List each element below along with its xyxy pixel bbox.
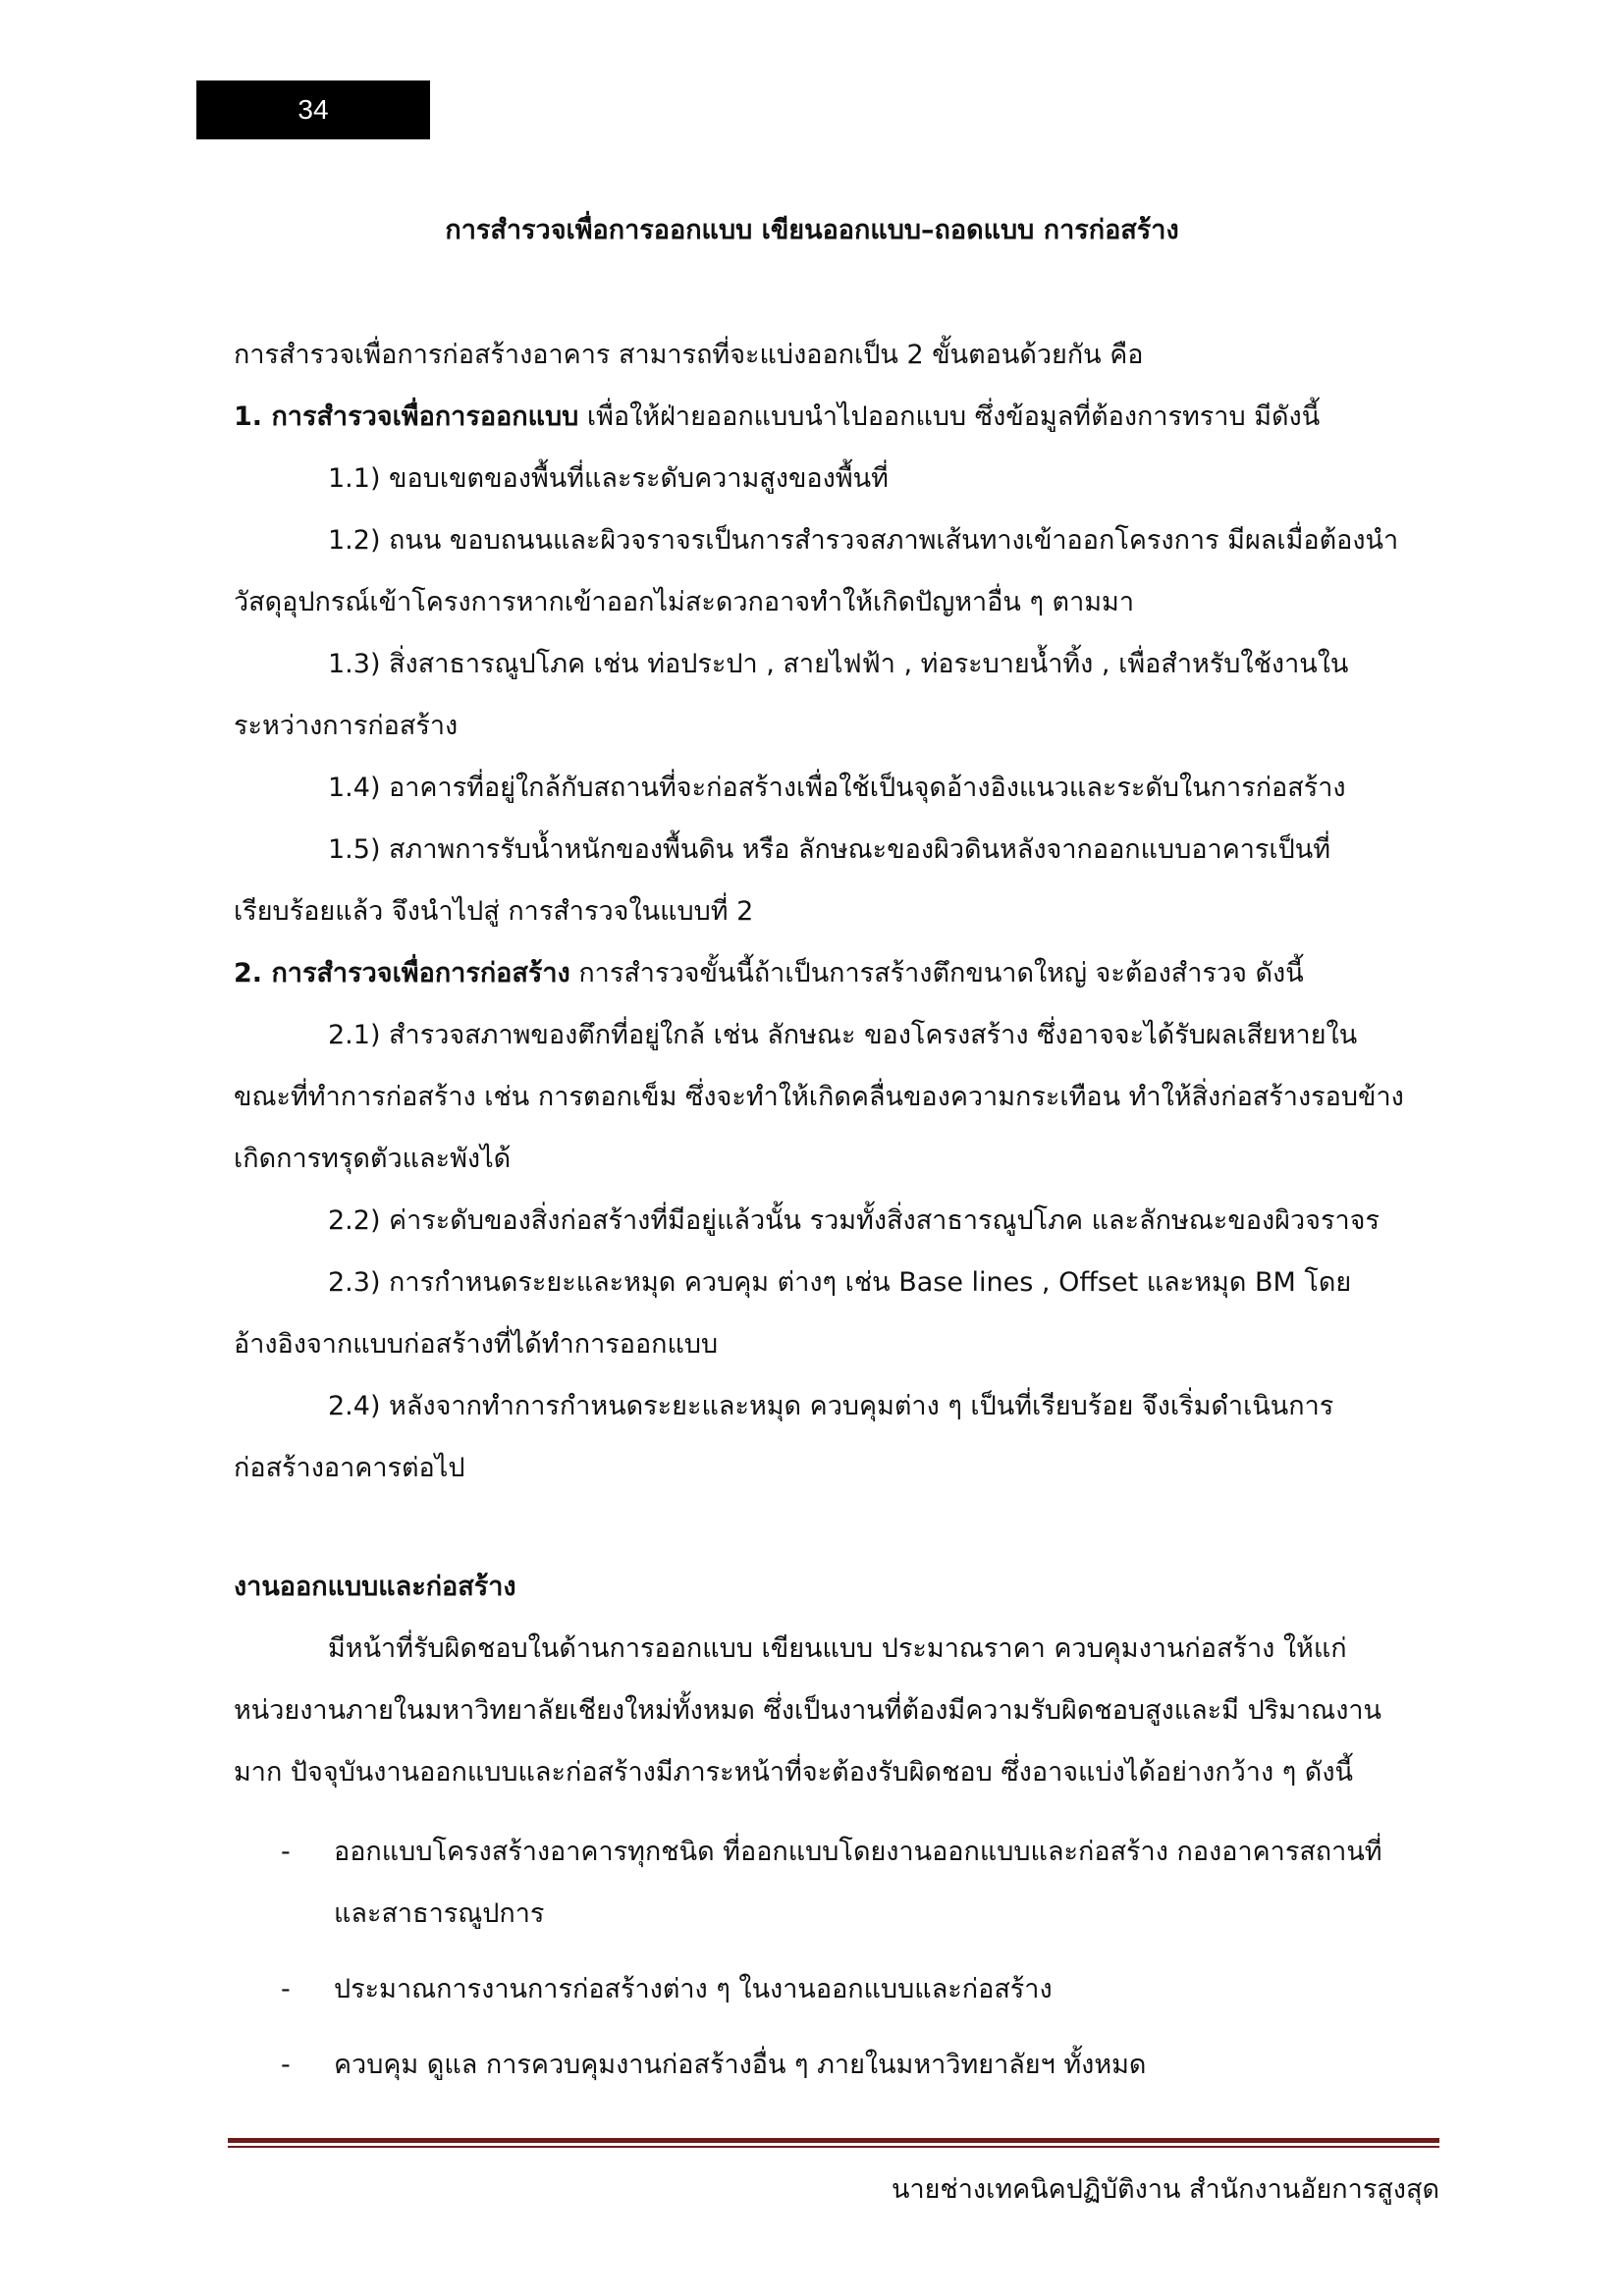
bullet-item-1-continued: และสาธารณูปการ — [334, 1898, 545, 1929]
bullet-item-2-text: ประมาณการงานการก่อสร้างต่าง ๆ ในงานออกแบบและก่อสร้าง — [334, 1974, 1053, 2004]
item-1-4: 1.4) อาคารที่อยู่ใกล้กับสถานที่จะก่อสร้างเพื่อใช้เป็นจุดอ้างอิงแนวและระดับในการก่อสร้าง — [328, 773, 1346, 803]
section-3-paragraph-line-3: มาก ปัจจุบันงานออกแบบและก่อสร้างมีภาระหน้าที่จะต้องรับผิดชอบ ซึ่งอาจแบ่งได้อย่างกว้าง ๆ ดังนี้ — [234, 1757, 1353, 1788]
page-number: 34 — [196, 80, 430, 139]
bullet-marker: - — [281, 1974, 291, 2004]
item-1-3: 1.3) สิ่งสาธารณูปโภค เช่น ท่อประปา , สายไฟฟ้า , ท่อระบายน้ำทิ้ง , เพื่อสำหรับใช้งานใน — [328, 649, 1349, 679]
item-2-1-continued-2: เกิดการทรุดตัวและพังได้ — [234, 1144, 512, 1174]
item-2-4-continued: ก่อสร้างอาคารต่อไป — [234, 1453, 465, 1483]
item-2-1: 2.1) สำรวจสภาพของตึกที่อยู่ใกล้ เช่น ลักษณะ ของโครงสร้าง ซึ่งอาจจะได้รับผลเสียหายใน — [328, 1020, 1358, 1050]
section-3-title: งานออกแบบและก่อสร้าง — [234, 1572, 516, 1602]
item-2-3-continued: อ้างอิงจากแบบก่อสร้างที่ได้ทำการออกแบบ — [234, 1329, 719, 1360]
bullet-item-2 — [234, 1958, 1417, 2020]
bullet-item-1 — [234, 1821, 1417, 1883]
section-1-text: เพื่อให้ฝ่ายออกแบบนำไปออกแบบ ซึ่งข้อมูลที่ต้องการทราบ มีดังนี้ — [578, 401, 1321, 432]
section-1-title: 1. การสำรวจเพื่อการออกแบบ — [234, 401, 579, 432]
page-heading: การสำรวจเพื่อการออกแบบ เขียนออกแบบ–ถอดแบบ การก่อสร้าง — [445, 215, 1179, 245]
item-2-3: 2.3) การกำหนดระยะและหมุด ควบคุม ต่างๆ เช่น Base lines , Offset และหมุด BM โดย — [328, 1267, 1352, 1298]
item-1-2: 1.2) ถนน ขอบถนนและผิวจราจรเป็นการสำรวจสภาพเส้นทางเข้าออกโครงการ มีผลเมื่อต้องนำ — [328, 525, 1399, 556]
footer-rule-thin — [228, 2146, 1439, 2148]
item-1-2-continued: วัสดุอุปกรณ์เข้าโครงการหากเข้าออกไม่สะดวกอาจทำให้เกิดปัญหาอื่น ๆ ตามมา — [234, 587, 1135, 617]
bullet-marker: - — [281, 1837, 291, 1867]
section-3-paragraph-line-1: มีหน้าที่รับผิดชอบในด้านการออกแบบ เขียนแบบ ประมาณราคา ควบคุมงานก่อสร้าง ให้แก่ — [328, 1633, 1347, 1664]
item-1-5: 1.5) สภาพการรับน้ำหนักของพื้นดิน หรือ ลักษณะของผิวดินหลังจากออกแบบอาคารเป็นที่ — [328, 834, 1331, 865]
section-1-heading — [234, 386, 1417, 448]
section-3-paragraph-line-2: หน่วยงานภายในมหาวิทยาลัยเชียงใหม่ทั้งหมด ซึ่งเป็นงานที่ต้องมีความรับผิดชอบสูงและมี ปริมาณงาน — [234, 1695, 1382, 1726]
bullet-item-3 — [234, 2034, 1417, 2096]
section-2-text: การสำรวจขั้นนี้ถ้าเป็นการสร้างตึกขนาดใหญ่ จะต้องสำรวจ ดังนี้ — [569, 958, 1304, 988]
footer-text: นายช่างเทคนิคปฏิบัติงาน สำนักงานอัยการสูงสุด — [891, 2174, 1439, 2205]
intro-paragraph: การสำรวจเพื่อการก่อสร้างอาคาร สามารถที่จะแบ่งออกเป็น 2 ขั้นตอนด้วยกัน คือ — [234, 340, 1144, 370]
item-2-2: 2.2) ค่าระดับของสิ่งก่อสร้างที่มีอยู่แล้วนั้น รวมทั้งสิ่งสาธารณูปโภค และลักษณะของผิวจราจร — [328, 1205, 1380, 1236]
item-1-3-continued: ระหว่างการก่อสร้าง — [234, 711, 459, 741]
bullet-item-3-text: ควบคุม ดูแล การควบคุมงานก่อสร้างอื่น ๆ ภายในมหาวิทยาลัยฯ ทั้งหมด — [334, 2050, 1147, 2080]
bullet-item-1-text: ออกแบบโครงสร้างอาคารทุกชนิด ที่ออกแบบโดยงานออกแบบและก่อสร้าง กองอาคารสถานที่ — [334, 1837, 1382, 1867]
section-2-heading — [234, 942, 1417, 1004]
item-2-1-continued: ขณะที่ทำการก่อสร้าง เช่น การตอกเข็ม ซึ่งจะทำให้เกิดคลื่นของความกระเทือน ทำให้สิ่งก่อสร้างรอบข้าง — [234, 1082, 1404, 1112]
section-2-title: 2. การสำรวจเพื่อการก่อสร้าง — [234, 958, 570, 988]
footer-rule — [228, 2138, 1439, 2143]
item-1-1: 1.1) ขอบเขตของพื้นที่และระดับความสูงของพื้นที่ — [328, 463, 889, 494]
item-1-5-continued: เรียบร้อยแล้ว จึงนำไปสู่ การสำรวจในแบบที่ 2 — [234, 896, 754, 927]
item-2-4: 2.4) หลังจากทำการกำหนดระยะและหมุด ควบคุมต่าง ๆ เป็นที่เรียบร้อย จึงเริ่มดำเนินการ — [328, 1391, 1334, 1421]
document-body — [234, 324, 1417, 2096]
bullet-marker: - — [281, 2050, 291, 2080]
